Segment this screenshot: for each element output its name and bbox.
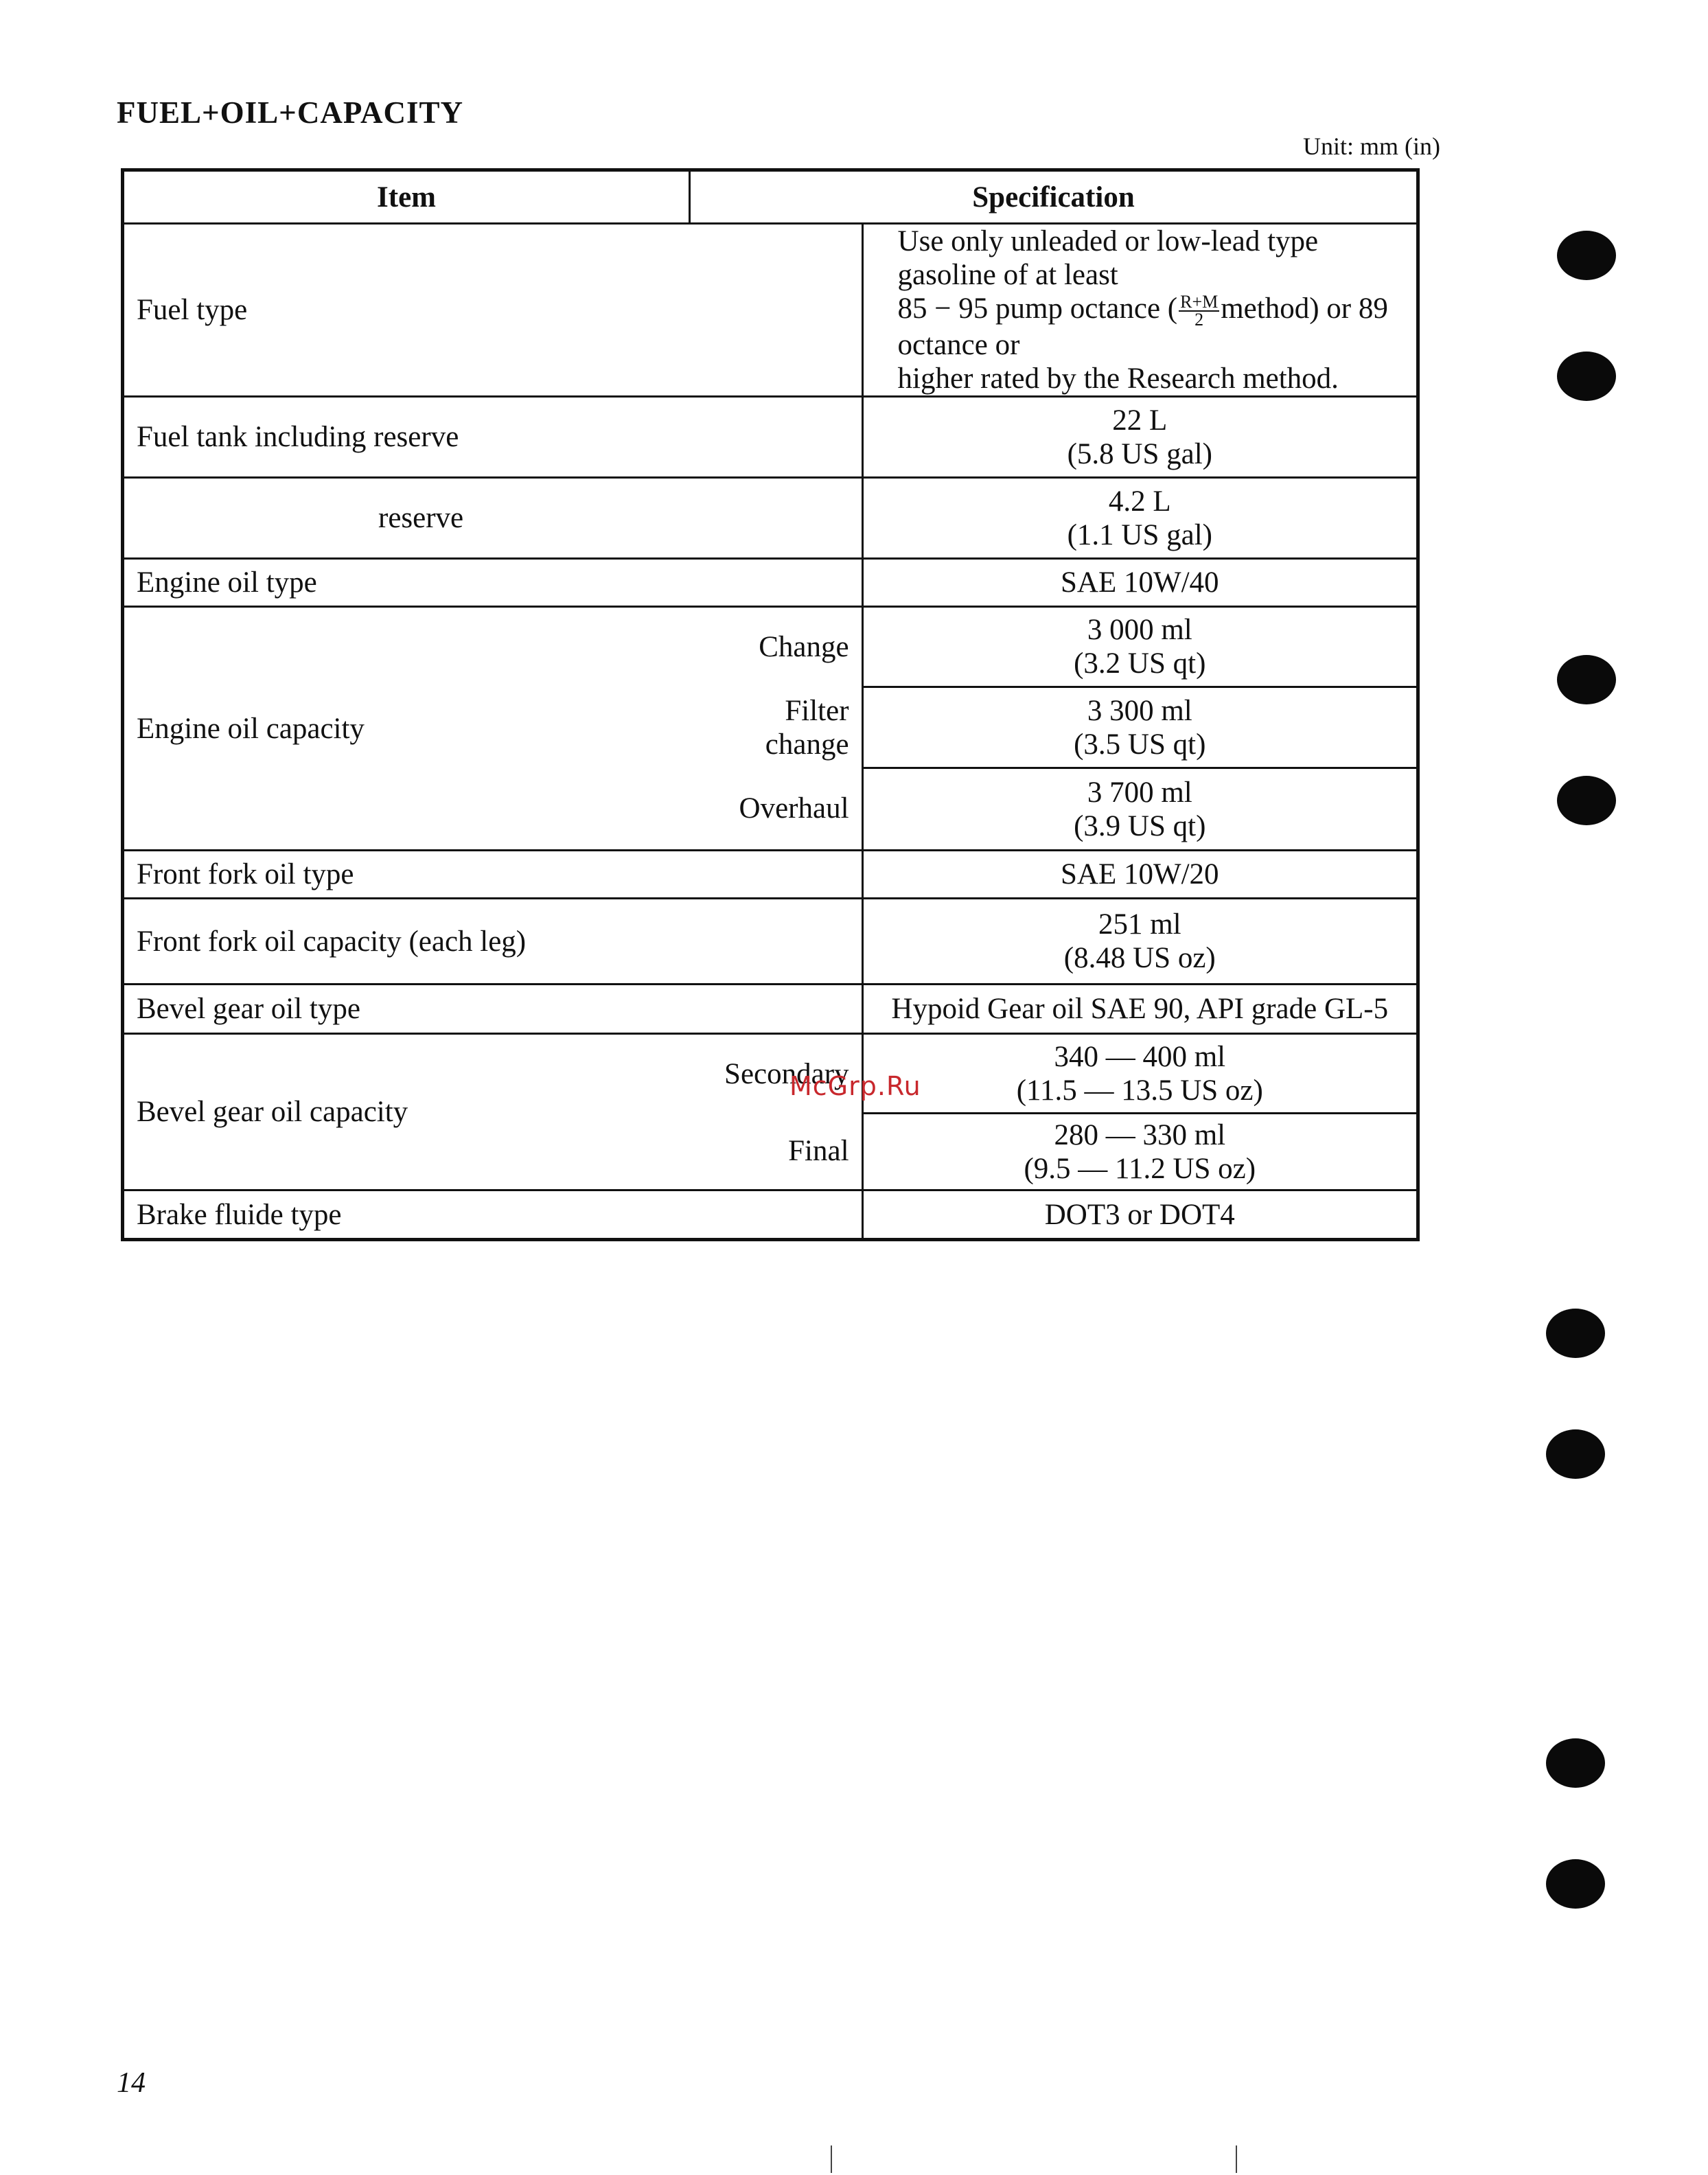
filter-change-ml: 3 300 ml bbox=[1087, 694, 1192, 727]
fuel-type-line1: Use only unleaded or low-lead type gasoline of at least bbox=[897, 225, 1319, 291]
fuel-type-label: Fuel type bbox=[123, 224, 863, 397]
front-fork-ml: 251 ml bbox=[1098, 908, 1181, 941]
oil-change-qt: (3.2 US qt) bbox=[1074, 647, 1206, 680]
front-fork-oil-type-label: Front fork oil type bbox=[123, 851, 863, 899]
binder-hole bbox=[1557, 776, 1616, 825]
bevel-gear-oil-type-label: Bevel gear oil type bbox=[123, 985, 863, 1034]
final-value bbox=[862, 1114, 1418, 1190]
brake-fluid-type-label: Brake fluide type bbox=[123, 1190, 863, 1240]
fuel-type-line2b: method) or 89 octance or bbox=[897, 292, 1388, 362]
filter-change-qt: (3.5 US qt) bbox=[1074, 728, 1206, 761]
table-row bbox=[123, 607, 1418, 687]
overhaul-ml: 3 700 ml bbox=[1087, 776, 1192, 809]
fuel-type-line2a: 85 − 95 pump octance ( bbox=[897, 292, 1178, 325]
table-row bbox=[123, 899, 1418, 985]
fuel-tank-value bbox=[862, 397, 1418, 478]
reserve-label-text: reserve bbox=[378, 502, 464, 535]
engine-oil-type-value: SAE 10W/40 bbox=[862, 559, 1418, 607]
front-fork-oz: (8.48 US oz) bbox=[1063, 942, 1216, 975]
oil-change-value bbox=[862, 607, 1418, 687]
binder-hole bbox=[1546, 1429, 1605, 1479]
front-fork-oil-capacity-label: Front fork oil capacity (each leg) bbox=[123, 899, 863, 985]
table-row bbox=[123, 224, 1418, 397]
spec-table bbox=[121, 168, 1420, 1241]
unit-label: Unit: mm (in) bbox=[1303, 133, 1440, 160]
brake-fluid-type-value: DOT3 or DOT4 bbox=[862, 1190, 1418, 1240]
fuel-type-value bbox=[862, 224, 1418, 397]
engine-oil-type-label: Engine oil type bbox=[123, 559, 863, 607]
binder-hole bbox=[1546, 1309, 1605, 1358]
front-fork-oil-type-value: SAE 10W/20 bbox=[862, 851, 1418, 899]
watermark: McGrp.Ru bbox=[789, 1071, 921, 1101]
fuel-tank-liters: 22 L bbox=[1112, 404, 1168, 437]
engine-oil-capacity-label: Engine oil capacity bbox=[123, 607, 690, 851]
overhaul-value bbox=[862, 768, 1418, 851]
oil-change-ml: 3 000 ml bbox=[1087, 614, 1192, 647]
table-row bbox=[123, 559, 1418, 607]
scan-mark bbox=[831, 2145, 832, 2173]
final-label: Final bbox=[690, 1114, 863, 1190]
fraction-denominator: 2 bbox=[1195, 310, 1204, 330]
reserve-liters: 4.2 L bbox=[1108, 485, 1171, 518]
secondary-ml: 340 — 400 ml bbox=[1054, 1040, 1226, 1073]
final-ml: 280 — 330 ml bbox=[1054, 1118, 1226, 1151]
final-oz: (9.5 — 11.2 US oz) bbox=[1024, 1152, 1256, 1185]
fuel-tank-label: Fuel tank including reserve bbox=[123, 397, 863, 478]
secondary-label: Secondary bbox=[690, 1034, 863, 1114]
fraction-numerator: R+M bbox=[1180, 292, 1219, 312]
reserve-label bbox=[123, 478, 863, 559]
fuel-type-line3: higher rated by the Research method. bbox=[897, 362, 1339, 395]
binder-hole bbox=[1546, 1859, 1605, 1909]
binder-hole bbox=[1557, 655, 1616, 704]
table-header-row bbox=[123, 170, 1418, 224]
binder-hole bbox=[1557, 231, 1616, 280]
filter-change-value bbox=[862, 687, 1418, 768]
page-number: 14 bbox=[117, 2067, 146, 2099]
scan-mark bbox=[1236, 2145, 1237, 2173]
filter-change-label: Filter change bbox=[690, 687, 863, 768]
secondary-oz: (11.5 — 13.5 US oz) bbox=[1016, 1074, 1263, 1107]
overhaul-label: Overhaul bbox=[690, 768, 863, 851]
table-row bbox=[123, 1034, 1418, 1114]
octane-fraction bbox=[1179, 294, 1219, 328]
table-row bbox=[123, 397, 1418, 478]
table-row bbox=[123, 1190, 1418, 1240]
overhaul-qt: (3.9 US qt) bbox=[1074, 809, 1206, 842]
table-row bbox=[123, 478, 1418, 559]
fuel-tank-gallons: (5.8 US gal) bbox=[1067, 437, 1212, 470]
header-spec: Specification bbox=[690, 170, 1418, 224]
bevel-gear-oil-capacity-label: Bevel gear oil capacity bbox=[123, 1034, 690, 1190]
oil-change-label: Change bbox=[690, 607, 863, 687]
page-title: FUEL+OIL+CAPACITY bbox=[117, 95, 463, 130]
binder-hole bbox=[1557, 352, 1616, 401]
reserve-gallons: (1.1 US gal) bbox=[1067, 518, 1212, 551]
front-fork-oil-capacity-value bbox=[862, 899, 1418, 985]
bevel-gear-oil-type-value: Hypoid Gear oil SAE 90, API grade GL-5 bbox=[862, 985, 1418, 1034]
secondary-value bbox=[862, 1034, 1418, 1114]
binder-hole bbox=[1546, 1738, 1605, 1788]
reserve-value bbox=[862, 478, 1418, 559]
header-item: Item bbox=[123, 170, 690, 224]
table-row bbox=[123, 985, 1418, 1034]
table-row bbox=[123, 851, 1418, 899]
